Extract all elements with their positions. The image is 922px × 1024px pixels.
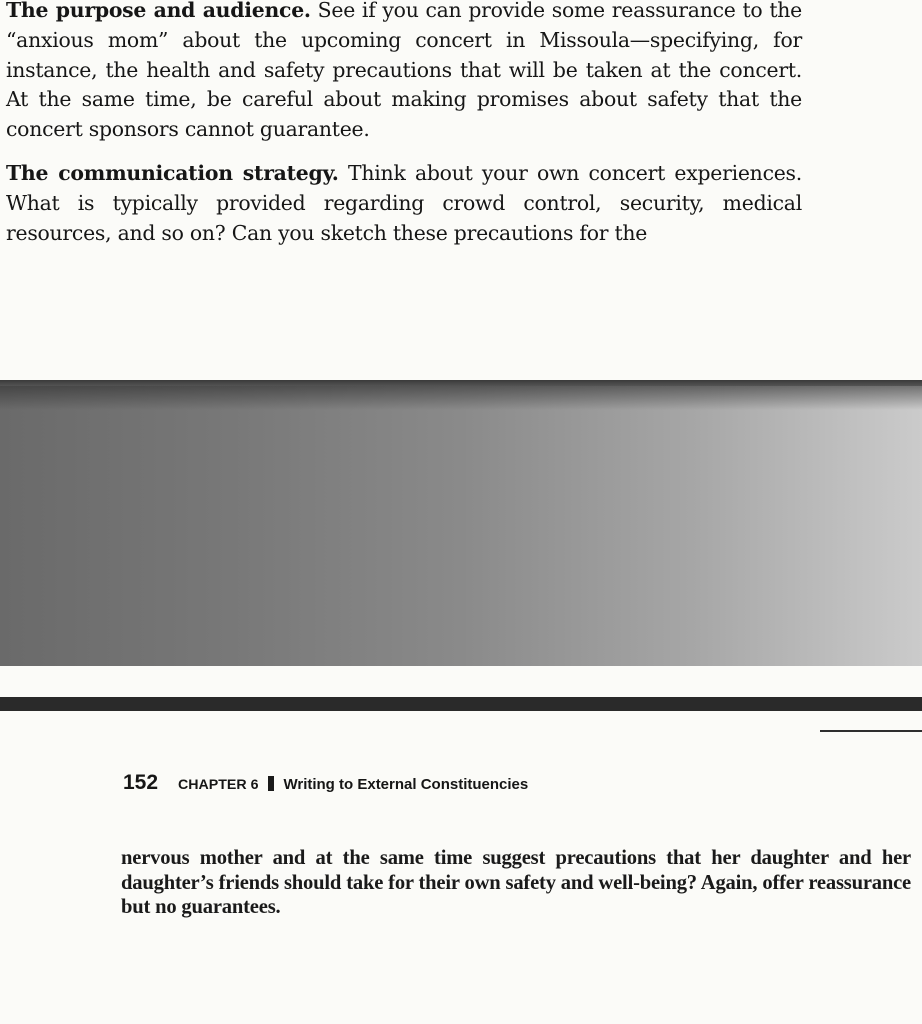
scan-gray-band — [0, 386, 922, 666]
page-number: 152 — [123, 771, 159, 794]
separator-bar — [268, 776, 274, 791]
upper-page-text — [6, 0, 802, 248]
strategy-body: Think about your own concert experiences. What is typically provided regarding crowd control, security, medical resources, and so on? Can you sketch these precautions for the — [6, 160, 803, 245]
lower-page-text: nervous mother and at the same time suggest precautions that her daughter and her daughter’s friends should take for their own safety and well-being? Again, offer reassurance but no guarantees. — [121, 847, 911, 918]
running-head — [123, 771, 528, 795]
corner-rule — [820, 730, 922, 732]
purpose-heading: The purpose and audience. — [6, 0, 311, 22]
scan-dark-bar — [0, 697, 922, 711]
purpose-paragraph — [6, 0, 802, 145]
purpose-body: See if you can provide some reassurance to the “anxious mom” about the upcoming concert in Missoula—specifying, for instance, the health and safety precautions that will be taken at the concert. At the same time, be careful about making promises about safety that the concert sponsors cannot guarantee. — [6, 0, 802, 142]
strategy-heading: The communication strategy. — [6, 160, 339, 185]
strategy-paragraph — [6, 159, 802, 248]
chapter-title: Writing to External Constituencies — [283, 776, 529, 793]
chapter-label: CHAPTER 6 — [178, 777, 259, 793]
